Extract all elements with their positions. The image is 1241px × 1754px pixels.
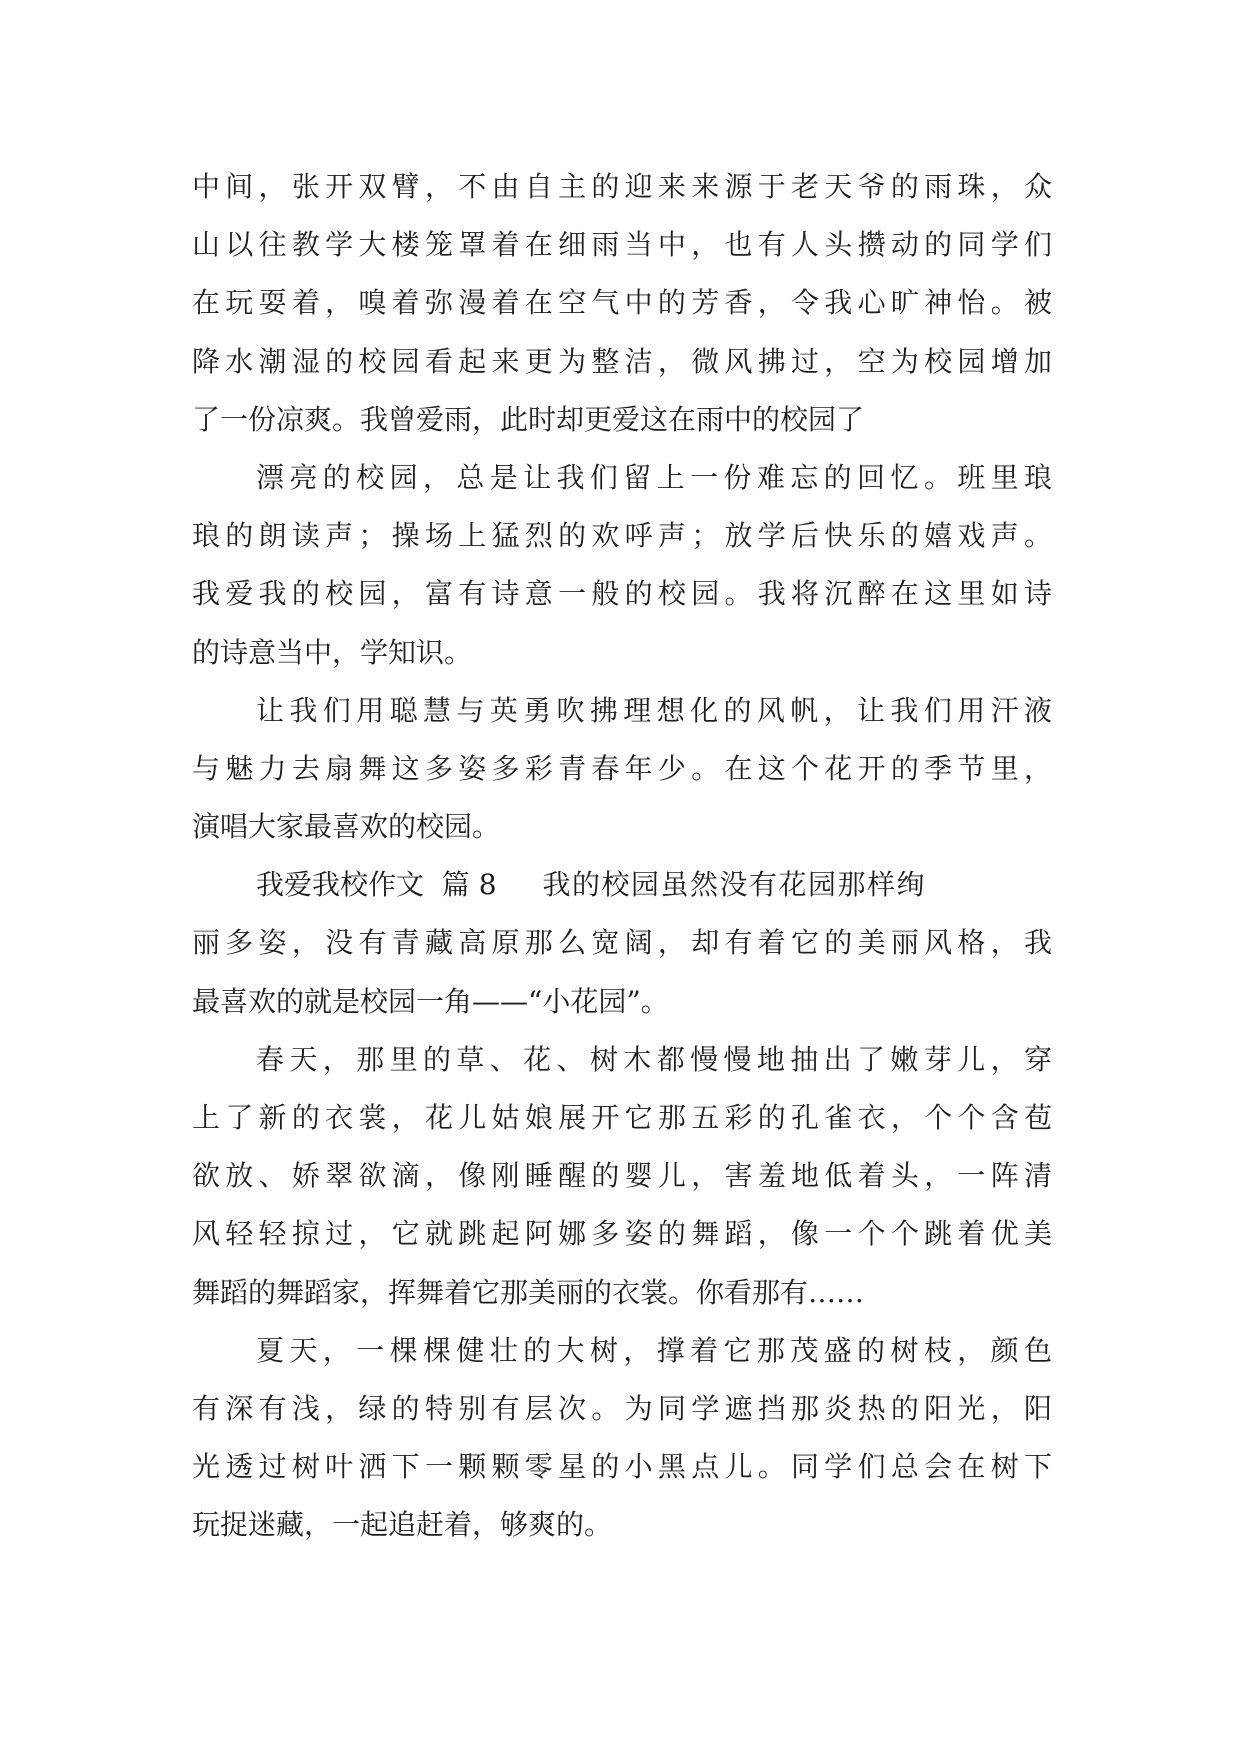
text-fragment: 我的校园虽然没有花园那样绚: [542, 868, 927, 902]
text-line: 风轻轻掠过，它就跳起阿娜多姿的舞蹈，像一个个跳着优美: [192, 1217, 1052, 1251]
section-heading: 我爱我校作文 篇 8: [256, 868, 497, 902]
text-line: 让我们用聪慧与英勇吹拂理想化的风帆，让我们用汗液: [256, 693, 1052, 727]
text-line: 山以往教学大楼笼罩着在细雨当中，也有人头攒动的同学们: [192, 228, 1052, 262]
text-line: 光透过树叶洒下一颗颗零星的小黑点儿。同学们总会在树下: [192, 1450, 1052, 1484]
text-line: 与魅力去扇舞这多姿多彩青春年少。在这个花开的季节里，: [192, 751, 1052, 785]
text-line: 欲放、娇翠欲滴，像刚睡醒的婴儿，害羞地低着头，一阵清: [192, 1159, 1052, 1193]
text-line: 中间，张开双臂，不由自主的迎来来源于老天爷的雨珠，众: [192, 170, 1052, 203]
text-line: 了一份凉爽。我曾爱雨，此时却更爱这在雨中的校园了: [192, 402, 865, 436]
text-line: 玩捉迷藏，一起追赶着，够爽的。: [192, 1508, 613, 1542]
text-line: 我爱我的校园，富有诗意一般的校园。我将沉醉在这里如诗: [192, 577, 1052, 611]
paragraph: [192, 449, 1052, 682]
text-line: 琅的朗读声；操场上猛烈的欢呼声；放学后快乐的嬉戏声。: [192, 519, 1052, 553]
paragraph: [192, 158, 1052, 449]
text-line: 春天，那里的草、花、树木都慢慢地抽出了嫩芽儿，穿: [256, 1042, 1052, 1076]
text-line: 最喜欢的就是校园一角——“小花园”。: [192, 984, 669, 1018]
essay-body: [192, 158, 1052, 1555]
paragraph: [192, 1322, 1052, 1555]
text-line: 在玩耍着，嗅着弥漫着在空气中的芳香，令我心旷神怡。被: [192, 286, 1052, 320]
text-line: 有深有浅，绿的特别有层次。为同学遮挡那炎热的阳光，阳: [192, 1391, 1052, 1425]
paragraph: [192, 856, 1052, 1031]
text-line: 舞蹈的舞蹈家，挥舞着它那美丽的衣裳。你看那有……: [192, 1275, 865, 1309]
paragraph: [192, 1031, 1052, 1322]
text-line: 漂亮的校园，总是让我们留上一份难忘的回忆。班里琅: [256, 460, 1052, 494]
text-line: 上了新的衣裳，花儿姑娘展开它那五彩的孔雀衣，个个含苞: [192, 1101, 1052, 1134]
paragraph: [192, 682, 1052, 857]
text-line: 的诗意当中，学知识。: [192, 635, 473, 669]
text-line: 演唱大家最喜欢的校园。: [192, 810, 501, 844]
text-line: 丽多姿，没有青藏高原那么宽阔，却有着它的美丽风格，我: [192, 926, 1052, 960]
text-line: 夏天，一棵棵健壮的大树，撑着它那茂盛的树枝，颜色: [256, 1333, 1052, 1367]
text-line: 降水潮湿的校园看起来更为整洁，微风拂过，空为校园增加: [192, 344, 1052, 378]
text-line: [192, 856, 1052, 914]
